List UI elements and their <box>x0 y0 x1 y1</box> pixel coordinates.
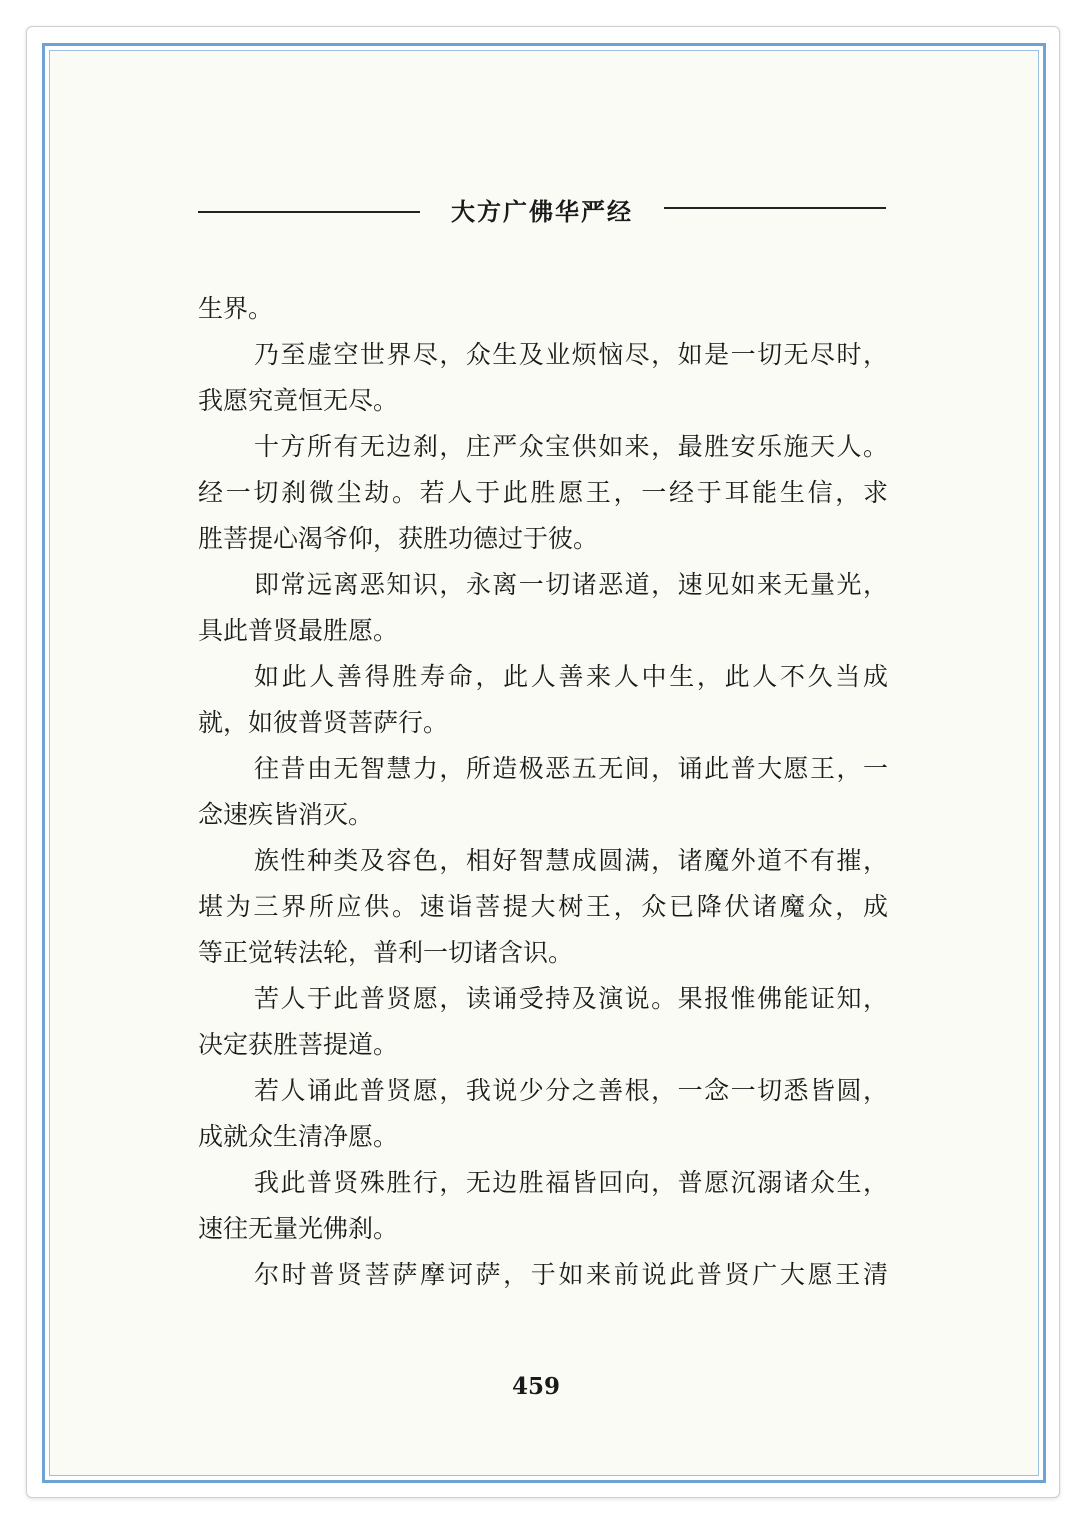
text-line: 成就众生清净愿。 <box>198 1122 399 1151</box>
text-line: 乃至虚空世界尽，众生及业烦恼尽，如是一切无尽时， <box>254 340 888 369</box>
text-line: 往昔由无智慧力，所造极恶五无间，诵此普大愿王，一 <box>254 754 888 783</box>
body-text <box>198 286 888 1298</box>
text-line: 念速疾皆消灭。 <box>198 800 374 829</box>
header-rule-right <box>664 207 886 209</box>
text-line: 就，如彼普贤菩萨行。 <box>198 708 449 737</box>
text-line: 决定获胜菩提道。 <box>198 1030 399 1059</box>
running-header <box>198 192 888 232</box>
text-line: 生界。 <box>198 294 274 323</box>
text-line: 等正觉转法轮，普利一切诸含识。 <box>198 938 574 967</box>
text-line: 堪为三界所应供。速诣菩提大树王，众已降伏诸魔众，成 <box>198 892 888 921</box>
text-line: 我愿究竟恒无尽。 <box>198 386 399 415</box>
text-line: 十方所有无边刹，庄严众宝供如来，最胜安乐施天人。 <box>254 432 888 461</box>
text-line: 尔时普贤菩萨摩诃萨，于如来前说此普贤广大愿王清 <box>254 1260 888 1289</box>
header-title: 大方广佛华严经 <box>451 197 633 226</box>
text-line: 胜菩提心渴爷仰，获胜功德过于彼。 <box>198 524 599 553</box>
text-line: 族性种类及容色，相好智慧成圆满，诸魔外道不有摧， <box>254 846 888 875</box>
text-line: 经一切刹微尘劫。若人于此胜愿王，一经于耳能生信，求 <box>198 478 888 507</box>
text-line: 若人诵此普贤愿，我说少分之善根，一念一切悉皆圆， <box>254 1076 888 1105</box>
text-line: 苦人于此普贤愿，读诵受持及演说。果报惟佛能证知， <box>254 984 888 1013</box>
text-line: 如此人善得胜寿命，此人善来人中生，此人不久当成 <box>254 662 888 691</box>
text-line: 即常远离恶知识，永离一切诸恶道，速见如来无量光， <box>254 570 888 599</box>
text-line: 速往无量光佛刹。 <box>198 1214 399 1243</box>
text-line: 我此普贤殊胜行，无边胜福皆回向，普愿沉溺诸众生， <box>254 1168 888 1197</box>
header-rule-left <box>198 211 420 213</box>
text-line: 具此普贤最胜愿。 <box>198 616 399 645</box>
page-number: 459 <box>511 1373 560 1400</box>
